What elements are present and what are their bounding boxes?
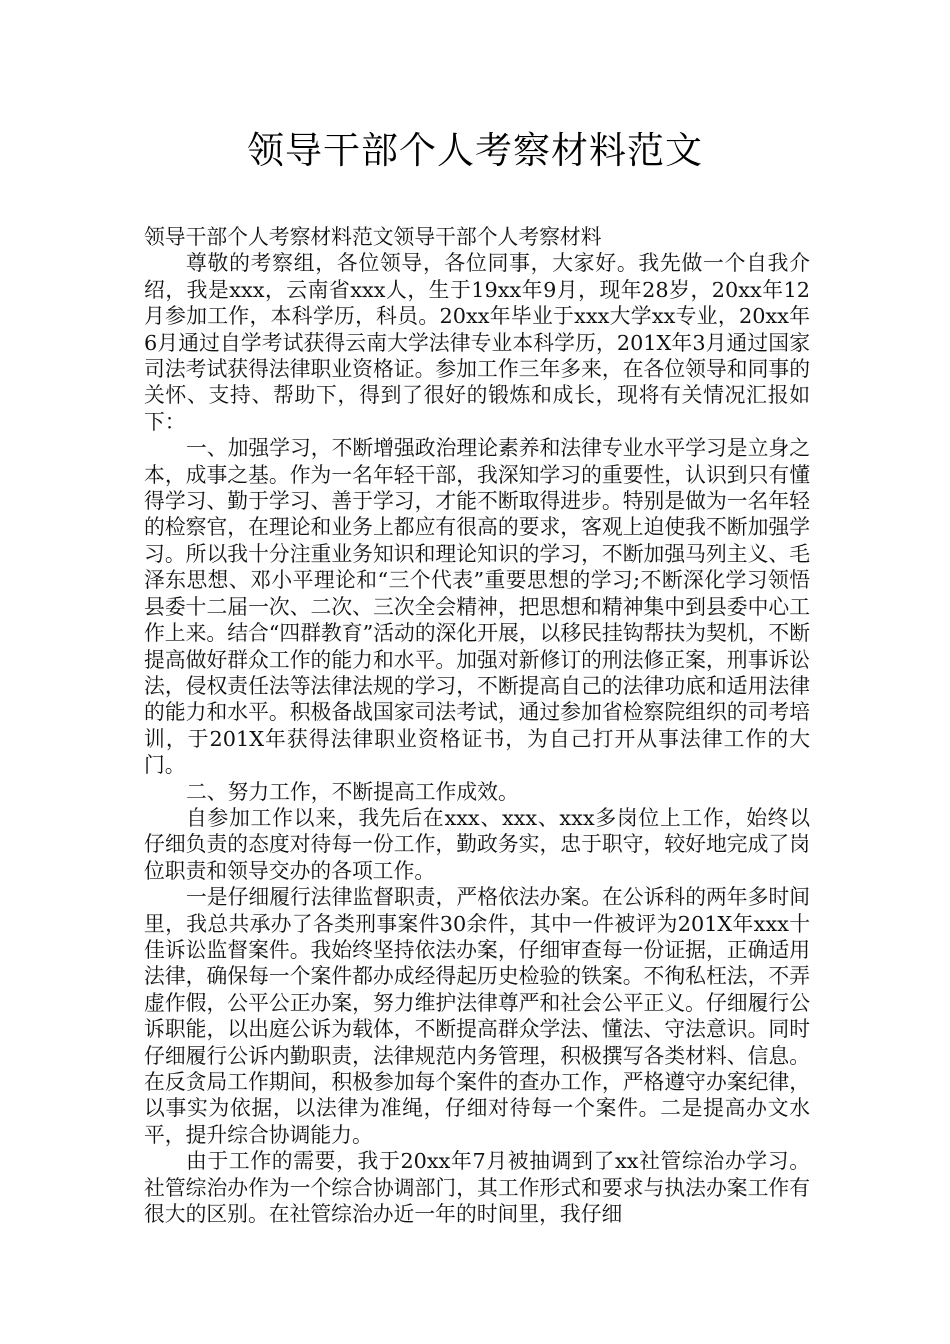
intro-paragraph: 尊敬的考察组，各位领导，各位同事，大家好。我先做一个自我介绍，我是xxx，云南省xxx人，生于19xx年9月，现年28岁，20xx年12月参加工作，本科学历，科员。20xx年毕业于xxx大学xx专业，20xx年6月通过自学考试获得云南大学法律专业本科学历，201X年3月通过国家司法考试获得法律职业资格证。参加工作三年多来，在各位领导和同事的关怀、支持、帮助下，得到了很好的锻炼和成长，现将有关情况汇报如下： [144, 251, 810, 434]
document-body [144, 224, 810, 1227]
document-title: 领导干部个人考察材料范文 [247, 129, 703, 172]
work-heading-paragraph: 二、努力工作，不断提高工作成效。 [186, 779, 519, 804]
work-intro-paragraph: 自参加工作以来，我先后在xxx、xxx、xxx多岗位上工作，始终以仔细负责的态度对待每一份工作，勤政务实，忠于职守，较好地完成了岗位职责和领导交办的各项工作。 [144, 805, 810, 883]
transfer-paragraph: 由于工作的需要，我于20xx年7月被抽调到了xx社管综治办学习。社管综治办作为一个综合协调部门，其工作形式和要求与执法办案工作有很大的区别。在社管综治办近一年的时间里，我仔细 [144, 1149, 810, 1227]
subtitle-paragraph: 领导干部个人考察材料范文领导干部个人考察材料 [144, 225, 602, 249]
study-paragraph: 一、加强学习，不断增强政治理论素养和法律专业水平学习是立身之本，成事之基。作为一名年轻干部，我深知学习的重要性，认识到只有懂得学习、勤于学习、善于学习，才能不断取得进步。特别是做为一名年轻的检察官，在理论和业务上都应有很高的要求，客观上迫使我不断加强学习。所以我十分注重业务知识和理论知识的学习，不断加强马列主义、毛泽东思想、邓小平理论和“三个代表”重要思想的学习;不断深化学习领悟县委十二届一次、二次、三次全会精神，把思想和精神集中到县委中心工作上来。结合“四群教育”活动的深化开展，以移民挂钩帮扶为契机，不断提高做好群众工作的能力和水平。加强对新修订的刑法修正案，刑事诉讼法，侵权责任法等法律法规的学习，不断提高自己的法律功底和适用法律的能力和水平。积极备战国家司法考试，通过参加省检察院组织的司考培训，于201X年获得法律职业资格证书，为自己打开从事法律工作的大门。 [144, 436, 810, 778]
duty-paragraph: 一是仔细履行法律监督职责，严格依法办案。在公诉科的两年多时间里，我总共承办了各类刑事案件30余件，其中一件被评为201X年xxx十佳诉讼监督案件。我始终坚持依法办案，仔细审查每一份证据，正确适用法律，确保每一个案件都办成经得起历史检验的铁案。不徇私枉法，不弄虚作假，公平公正办案，努力维护法律尊严和社会公平正义。仔细履行公诉职能，以出庭公诉为载体，不断提高群众学法、懂法、守法意识。同时仔细履行公诉内勤职责，法律规范内务管理，积极撰写各类材料、信息。在反贪局工作期间，积极参加每个案件的查办工作，严格遵守办案纪律，以事实为依据，以法律为准绳，仔细对待每一个案件。二是提高办文水平，提升综合协调能力。 [144, 885, 810, 1147]
